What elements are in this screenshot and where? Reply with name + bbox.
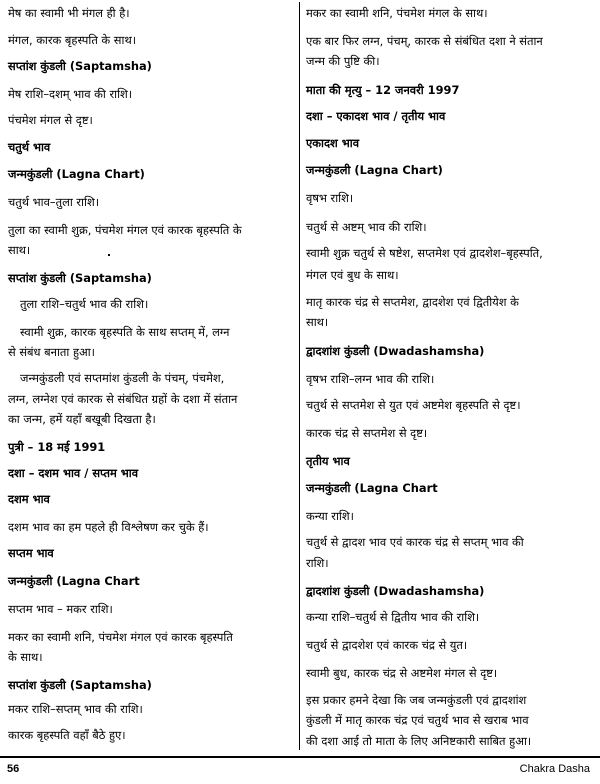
left-text-line: स्वामी शुक्र, कारक बृहस्पति के साथ सप्तम् में, लग्न [20,325,230,339]
right-text-line: वृषभ राशि–लग्न भाव की राशि। [306,372,435,386]
right-text-line: कन्या राशि–चतुर्थ से द्वितीय भाव की राशि। [306,610,480,624]
left-text-line: से संबंध बनाता हुआ। [8,345,95,359]
stray-dot [108,254,110,256]
right-text-line: चतुर्थ से द्वादशेश एवं कारक चंद्र से युत। [306,638,468,652]
left-text-line: दशम भाव का हम पहले ही विश्लेषण कर चुके हैं। [8,520,209,534]
right-heading: एकादश भाव [306,136,360,150]
right-heading: द्वादशांश कुंडली (Dwadashamsha) [306,344,485,358]
left-text-line: सप्तम भाव – मकर राशि। [8,602,113,616]
left-text-line: तुला राशि–चतुर्थ भाव की राशि। [20,297,149,311]
footer-rule [0,756,600,758]
right-text-line: कुंडली में मातृ कारक चंद्र एवं चतुर्थ भाव से खराब भाव [306,713,529,727]
left-heading: सप्तांश कुंडली (Saptamsha) [8,59,152,73]
right-heading: तृतीय भाव [306,454,350,468]
left-heading: सप्तांश कुंडली (Saptamsha) [8,678,152,692]
right-text-line: स्वामी बुध, कारक चंद्र से अष्टमेश मंगल से दृष्ट। [306,666,498,680]
left-text-line: का जन्म, हमें यहाँ बखूबी दिखता है। [8,412,156,426]
right-text-line: चतुर्थ से द्वादश भाव एवं कारक चंद्र से सप्तम् भाव की [306,535,524,549]
right-text-line: की दशा आई तो माता के लिए अनिष्टकारी साबित हुआ। [306,734,532,748]
right-heading: माता की मृत्यु – 12 जनवरी 1997 [306,83,460,97]
right-heading: जन्मकुंडली (Lagna Chart) [306,163,443,177]
page-number: 56 [7,763,20,775]
left-text-line: तुला का स्वामी शुक्र, पंचमेश मंगल एवं कारक बृहस्पति के [8,223,242,237]
left-text-line: चतुर्थ भाव–तुला राशि। [8,195,100,209]
right-heading: द्वादशांश कुंडली (Dwadashamsha) [306,584,485,598]
left-heading: सप्तम भाव [8,546,54,560]
right-text-line: एक बार फिर लग्न, पंचम्, कारक से संबंधित दशा ने संतान [306,34,543,48]
running-head: Chakra Dasha [519,763,590,775]
left-heading: सप्तांश कुंडली (Saptamsha) [8,271,152,285]
right-text-line: वृषभ राशि। [306,191,354,205]
right-text-line: मातृ कारक चंद्र से सप्तमेश, द्वादशेश एवं द्वितीयेश के [306,295,519,309]
right-text-line: चतुर्थ से अष्टम् भाव की राशि। [306,220,427,234]
left-text-line: कारक बृहस्पति वहाँ बैठे हुए। [8,728,126,742]
right-text-line: जन्म की पुष्टि की। [306,54,380,68]
left-heading: दशम भाव [8,492,50,506]
right-text-line: स्वामी शुक्र चतुर्थ से षष्टेश, सप्तमेश एवं द्वादशेश–बृहस्पति, [306,246,543,260]
right-text-line: मकर का स्वामी शनि, पंचमेश मंगल के साथ। [306,6,488,20]
right-text-line: कन्या राशि। [306,509,354,523]
right-text-line: कारक चंद्र से सप्तमेश से दृष्ट। [306,426,428,440]
right-heading: दशा – एकादश भाव / तृतीय भाव [306,109,446,123]
left-text-line: मेष का स्वामी भी मंगल ही है। [8,6,130,20]
left-text-line: मकर राशि–सप्तम् भाव की राशि। [8,702,143,716]
left-text-line: मेष राशि–दशम् भाव की राशि। [8,87,133,101]
right-text-line: चतुर्थ से सप्तमेश से युत एवं अष्टमेश बृहस्पति से दृष्ट। [306,398,521,412]
left-text-line: जन्मकुंडली एवं सप्तमांश कुंडली के पंचम्, पंचमेश, [20,371,225,385]
right-text-line: राशि। [306,556,329,570]
right-text-line: साथ। [306,315,329,329]
left-text-line: मंगल, कारक बृहस्पति के साथ। [8,33,137,47]
left-text-line: पंचमेश मंगल से दृष्ट। [8,113,93,127]
left-heading: जन्मकुंडली (Lagna Chart [8,574,140,588]
left-heading: जन्मकुंडली (Lagna Chart) [8,167,145,181]
left-text-line: मकर का स्वामी शनि, पंचमेश मंगल एवं कारक बृहस्पति [8,630,233,644]
column-divider [299,2,300,750]
left-heading: चतुर्थ भाव [8,140,51,154]
right-text-line: इस प्रकार हमने देखा कि जब जन्मकुंडली एवं द्वादशांश [306,693,527,707]
left-heading: दशा – दशम भाव / सप्तम भाव [8,466,139,480]
left-text-line: साथ। [8,243,31,257]
right-heading: जन्मकुंडली (Lagna Chart [306,481,438,495]
right-text-line: मंगल एवं बुध के साथ। [306,268,399,282]
left-text-line: लग्न, लग्नेश एवं कारक से संबंधित ग्रहों के दशा में संतान [8,392,238,406]
left-text-line: के साथ। [8,650,43,664]
left-heading: पुत्री – 18 मई 1991 [8,440,106,454]
